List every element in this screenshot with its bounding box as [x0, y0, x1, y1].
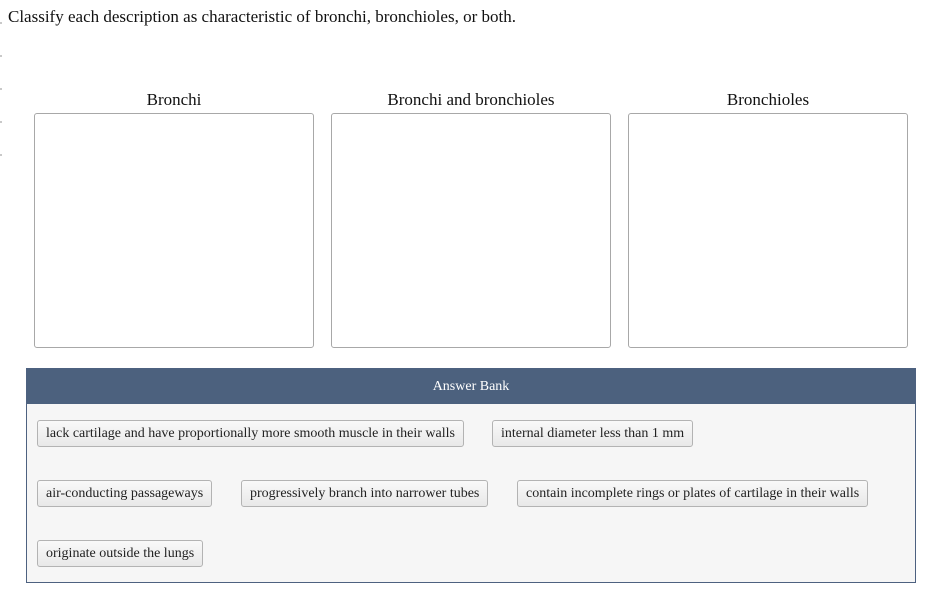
answer-chip[interactable]: progressively branch into narrower tubes — [241, 480, 488, 507]
answer-bank-title: Answer Bank — [27, 369, 915, 404]
answer-bank[interactable] — [26, 368, 916, 583]
answer-chip[interactable]: air-conducting passageways — [37, 480, 212, 507]
drop-zone-bronchi[interactable] — [34, 113, 314, 348]
bin-label-bronchi: Bronchi — [146, 90, 202, 109]
drop-zone-bronchioles[interactable] — [628, 113, 908, 348]
answer-chip[interactable]: internal diameter less than 1 mm — [492, 420, 693, 447]
answer-chip[interactable]: lack cartilage and have proportionally more smooth muscle in their walls — [37, 420, 464, 447]
question-prompt: Classify each description as characteristic of bronchi, bronchioles, or both. — [8, 7, 516, 26]
answer-chip[interactable]: contain incomplete rings or plates of cartilage in their walls — [517, 480, 868, 507]
bin-label-both: Bronchi and bronchioles — [387, 90, 555, 109]
bin-label-bronchioles: Bronchioles — [726, 90, 810, 109]
left-edge-marks — [0, 22, 3, 187]
drop-zone-both[interactable] — [331, 113, 611, 348]
answer-chip[interactable]: originate outside the lungs — [37, 540, 203, 567]
